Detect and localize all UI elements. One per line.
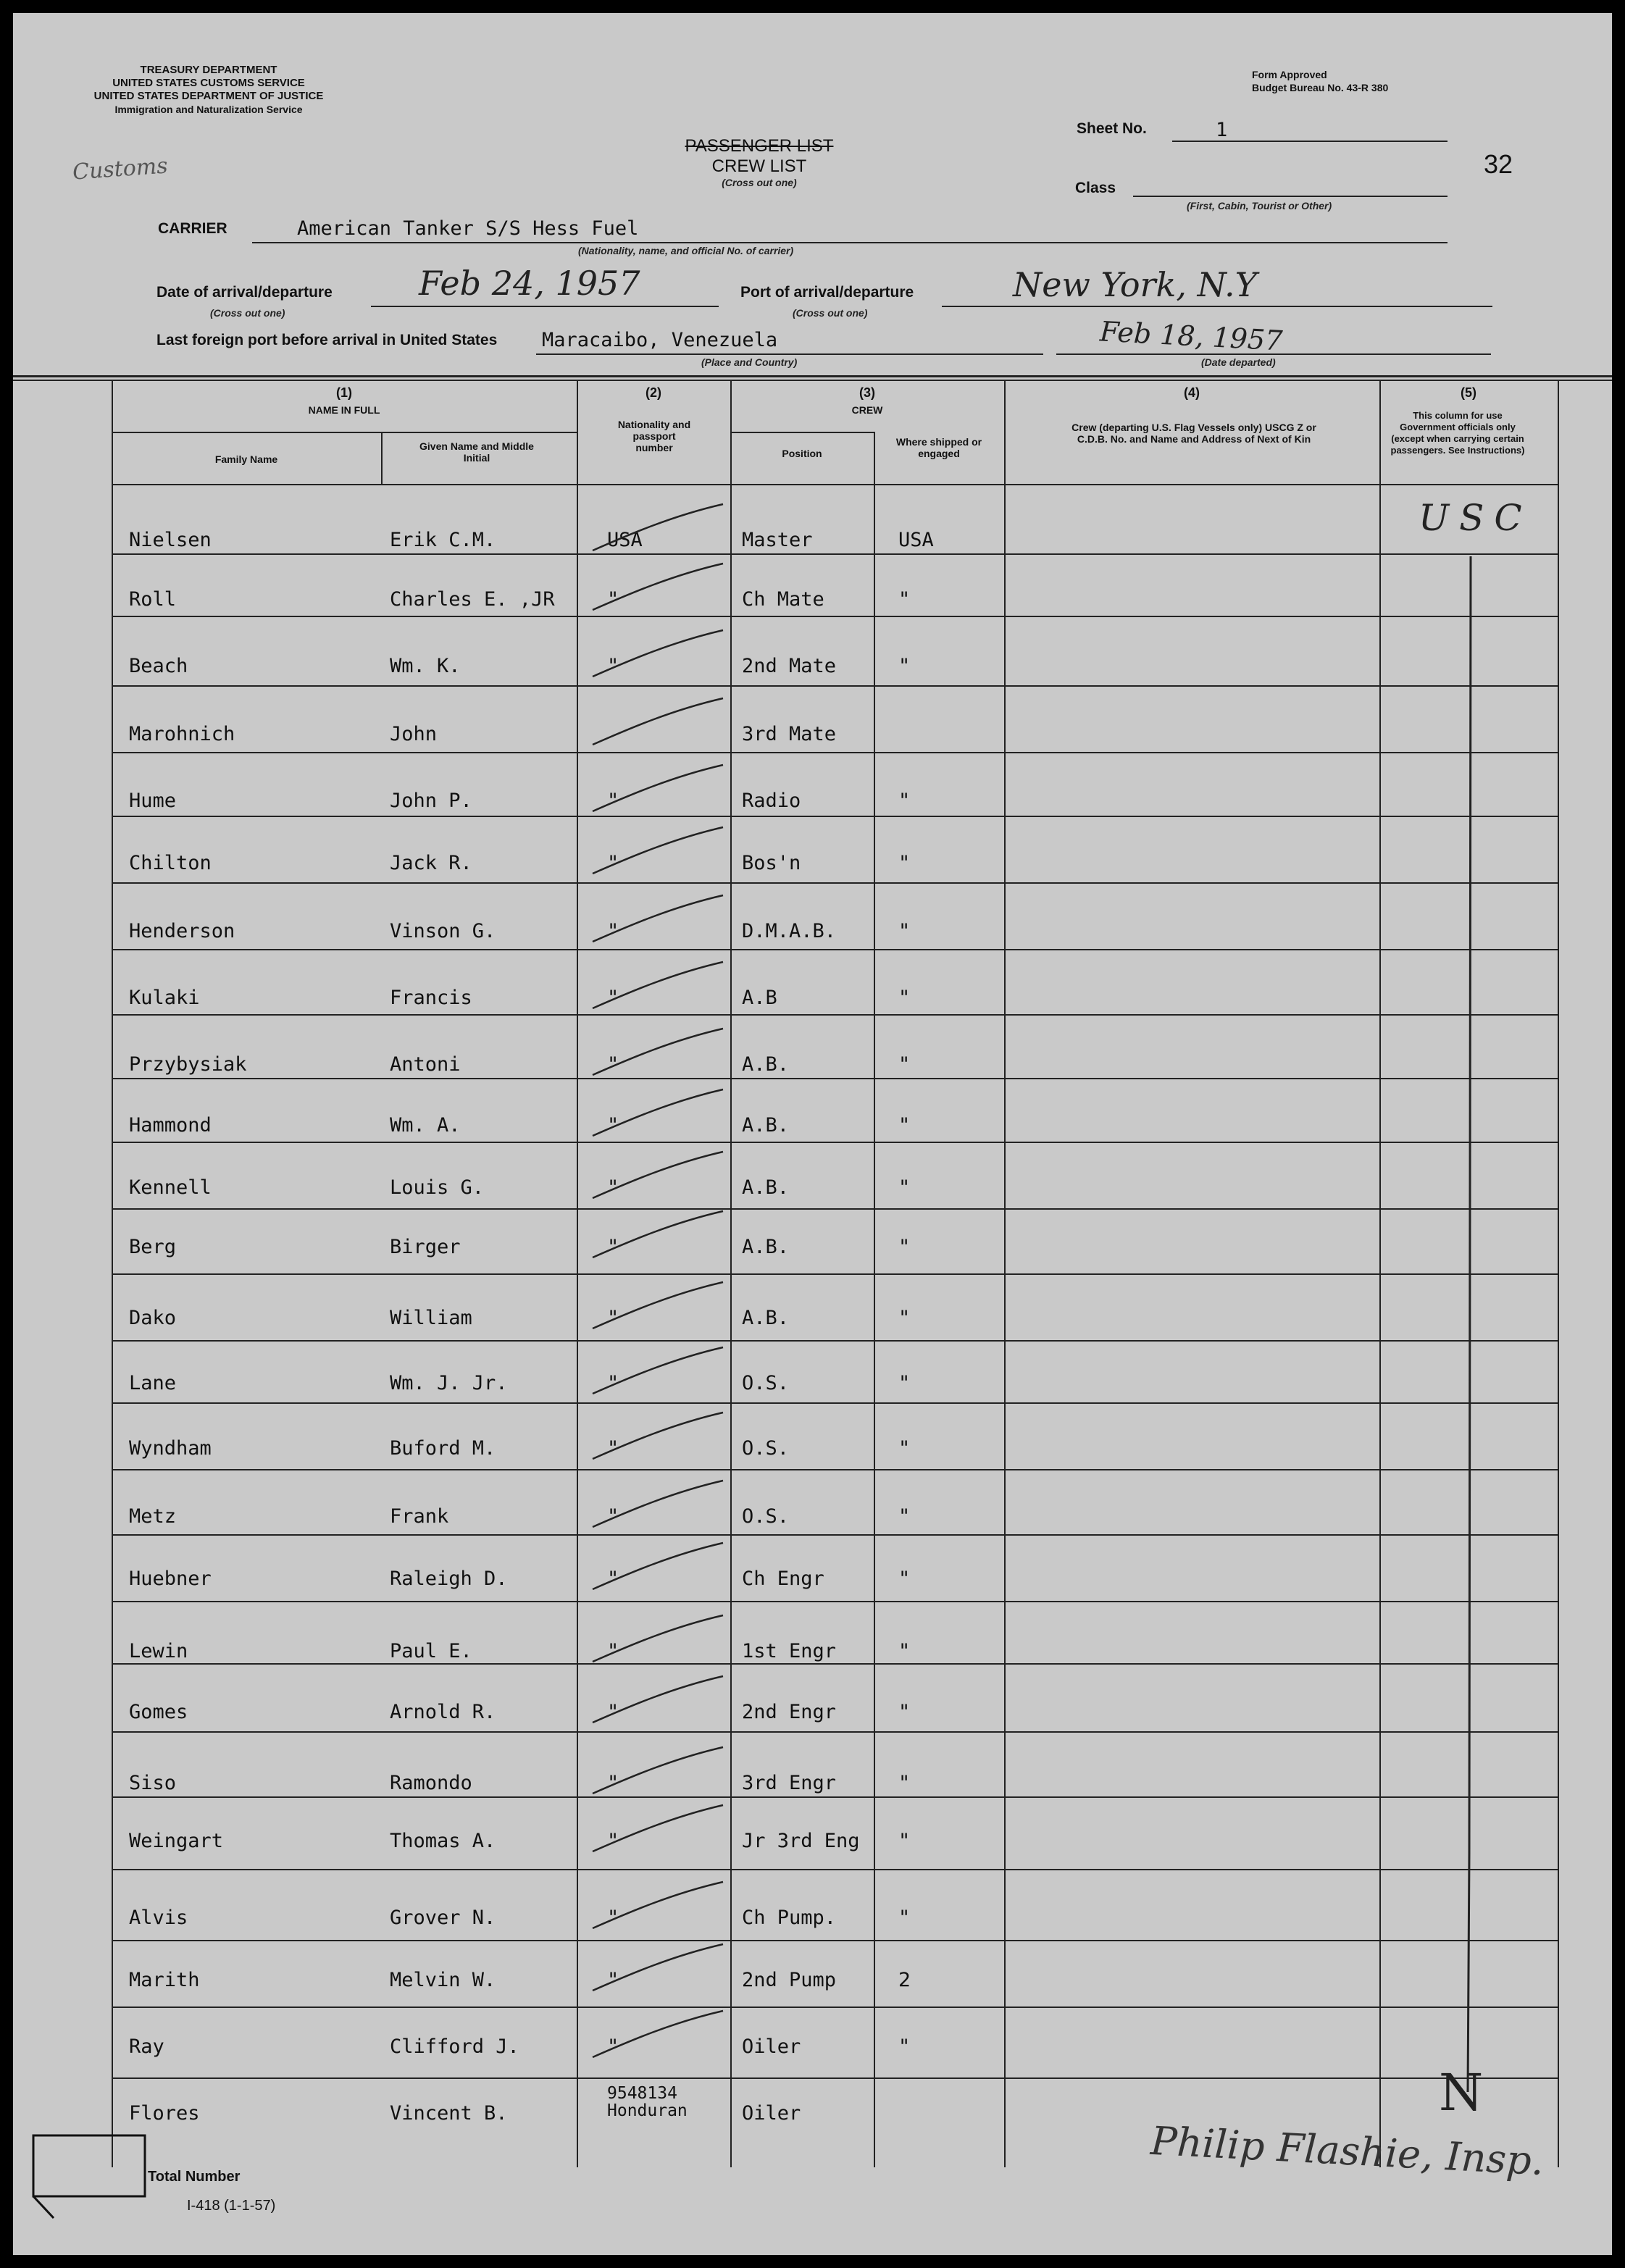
crew-shipped: " [898, 1772, 911, 1794]
col4-title: Crew (departing U.S. Flag Vessels only) USCG Z or C.D.B. No. and Name and Address of Next of Kin [1072, 422, 1316, 445]
crew-nationality: " [607, 1969, 619, 1991]
check-mark-stroke [585, 1743, 730, 1801]
crew-shipped: " [898, 655, 911, 677]
check-mark-stroke [585, 500, 730, 558]
crew-shipped: " [898, 1176, 911, 1199]
crew-given-name: Wm. J. Jr. [390, 1372, 508, 1394]
check-mark-stroke [585, 1408, 730, 1466]
check-mark-stroke [585, 761, 730, 819]
row-divider [112, 553, 1558, 555]
crew-position: 3rd Engr [742, 1772, 837, 1794]
port-arrival-underline [942, 306, 1492, 307]
crew-position: Master [742, 529, 813, 551]
crew-given-name: Louis G. [390, 1176, 485, 1199]
crew-given-name: Clifford J. [390, 2035, 519, 2058]
crew-given-name: Vincent B. [390, 2102, 508, 2125]
crew-position: Bos'n [742, 852, 801, 874]
column5-bottom-mark: N [1439, 2063, 1484, 2122]
check-mark-stroke [585, 1024, 730, 1082]
crew-family-name: Huebner [129, 1568, 212, 1590]
crew-shipped: " [898, 1372, 911, 1394]
customs-handwritten-note: Customs [71, 153, 169, 185]
inspector-signature: Philip Flashie, Insp. [1149, 2117, 1545, 2185]
crew-position: Ch Pump. [742, 1907, 837, 1929]
check-mark-stroke [585, 1611, 730, 1669]
crew-shipped: " [898, 790, 911, 812]
crew-shipped: " [898, 1640, 911, 1662]
row-divider [112, 1078, 1558, 1079]
col1a-title: Family Name [214, 453, 278, 465]
row-divider [112, 1142, 1558, 1143]
carrier-value: American Tanker S/S Hess Fuel [297, 217, 639, 240]
crew-position: Ch Mate [742, 588, 824, 611]
port-arrival-value: New York, N.Y [1013, 265, 1257, 304]
col5-title: This column for use Government officials only (except when carrying certain passengers. See Instructions) [1390, 410, 1525, 456]
row-divider [112, 1731, 1558, 1733]
crew-position: A.B. [742, 1176, 790, 1199]
header-bottom-rule [112, 484, 1558, 485]
row-divider [112, 949, 1558, 950]
check-mark-stroke [585, 1476, 730, 1534]
crew-family-name: Chilton [129, 852, 212, 874]
table-right-border [1558, 380, 1559, 2167]
check-mark-stroke [585, 694, 730, 752]
crew-given-name: Ramondo [390, 1772, 472, 1794]
crew-family-name: Marith [129, 1969, 200, 1991]
row-divider [112, 1796, 1558, 1798]
crew-position: 1st Engr [742, 1640, 837, 1662]
crew-shipped: " [898, 852, 911, 874]
crew-nationality: " [607, 1907, 619, 1929]
crew-position: A.B. [742, 1053, 790, 1076]
crew-family-name: Weingart [129, 1830, 224, 1852]
col4-number: (4) [1184, 385, 1200, 400]
carrier-note: (Nationality, name, and official No. of carrier) [578, 245, 794, 256]
crew-family-name: Dako [129, 1307, 177, 1329]
row-divider [112, 2007, 1558, 2008]
crew-given-name: Jack R. [390, 852, 472, 874]
crew-nationality: " [607, 1307, 619, 1329]
crew-list-title: CREW LIST [711, 156, 807, 176]
col1-subheader-rule [112, 432, 577, 433]
col1-divider [381, 432, 383, 484]
crew-shipped: " [898, 1907, 911, 1929]
crew-given-name: Vinson G. [390, 920, 496, 942]
crew-list-document [13, 13, 1612, 2255]
class-underline [1133, 196, 1448, 197]
crew-given-name: Charles E. ,JR [390, 588, 555, 611]
row-divider [112, 1940, 1558, 1941]
crew-position: Jr 3rd Eng [742, 1830, 860, 1852]
class-note: (First, Cabin, Tourist or Other) [1187, 200, 1332, 212]
crew-given-name: Raleigh D. [390, 1568, 508, 1590]
date-arrival-value: Feb 24, 1957 [419, 264, 640, 303]
crew-family-name: Marohnich [129, 723, 235, 745]
row-divider [112, 1014, 1558, 1016]
crew-family-name: Alvis [129, 1907, 188, 1929]
crew-family-name: Berg [129, 1236, 177, 1258]
crew-nationality: " [607, 1701, 619, 1723]
crew-nationality: USA [607, 529, 643, 551]
check-mark-stroke [585, 1207, 730, 1265]
row-divider [112, 1402, 1558, 1404]
crew-nationality: " [607, 1772, 619, 1794]
crew-position: A.B. [742, 1236, 790, 1258]
row-divider [112, 1601, 1558, 1602]
check-mark-stroke [585, 1278, 730, 1336]
crew-family-name: Nielsen [129, 529, 212, 551]
row-divider [112, 1273, 1558, 1275]
table-top-rule [13, 375, 1612, 377]
last-port-label: Last foreign port before arrival in United States [156, 332, 498, 348]
crew-family-name: Gomes [129, 1701, 188, 1723]
crew-shipped: " [898, 588, 911, 611]
crew-given-name: John P. [390, 790, 472, 812]
crew-family-name: Lane [129, 1372, 177, 1394]
row-divider [112, 1663, 1558, 1665]
crew-shipped: " [898, 1307, 911, 1329]
crew-nationality: " [607, 588, 619, 611]
crew-position: D.M.A.B. [742, 920, 837, 942]
crew-family-name: Kulaki [129, 987, 200, 1009]
crew-family-name: Roll [129, 588, 177, 611]
crew-shipped: " [898, 1437, 911, 1460]
agency-line-1: TREASURY DEPARTMENT [140, 64, 277, 76]
crew-given-name: John [390, 723, 438, 745]
crew-nationality: " [607, 1505, 619, 1528]
crew-position: Oiler [742, 2102, 801, 2125]
check-mark-stroke [585, 1672, 730, 1730]
row-divider [112, 1869, 1558, 1870]
check-mark-stroke [585, 559, 730, 617]
crew-shipped: " [898, 1701, 911, 1723]
place-note: (Place and Country) [701, 356, 798, 368]
col3-title: CREW [851, 404, 883, 416]
form-approval-line-2: Budget Bureau No. 43-R 380 [1252, 82, 1389, 93]
crew-family-name: Siso [129, 1772, 177, 1794]
crew-nationality: " [607, 1437, 619, 1460]
crew-given-name: Melvin W. [390, 1969, 496, 1991]
col5-number: (5) [1461, 385, 1476, 400]
crew-nationality: " [607, 920, 619, 942]
check-mark-stroke [585, 958, 730, 1016]
crew-nationality: " [607, 1053, 619, 1076]
row-divider [112, 616, 1558, 617]
crew-family-name: Beach [129, 655, 188, 677]
form-approval-line-1: Form Approved [1252, 69, 1327, 80]
port-arrival-label: Port of arrival/departure [740, 284, 914, 301]
crew-position: 3rd Mate [742, 723, 837, 745]
check-mark-stroke [585, 626, 730, 684]
col1-number: (1) [336, 385, 352, 400]
crew-position: Ch Engr [742, 1568, 824, 1590]
crew-nationality: " [607, 1114, 619, 1137]
row-divider [112, 1469, 1558, 1470]
agency-line-4: Immigration and Naturalization Service [114, 104, 303, 115]
agency-header [57, 64, 361, 116]
crew-nationality: " [607, 1176, 619, 1199]
crew-position: 2nd Mate [742, 655, 837, 677]
crew-given-name: Francis [390, 987, 472, 1009]
col3-divider [874, 432, 875, 2167]
crew-shipped: " [898, 1236, 911, 1258]
crew-position: 2nd Pump [742, 1969, 837, 1991]
crew-given-name: Erik C.M. [390, 529, 496, 551]
form-approval [1252, 68, 1388, 94]
crew-shipped: " [898, 987, 911, 1009]
check-mark-stroke [585, 1147, 730, 1205]
sheet-number: 1 [1216, 119, 1228, 141]
check-mark-stroke [585, 823, 730, 881]
crew-position: A.B [742, 987, 777, 1009]
table-top-rule-2 [13, 380, 1612, 381]
crew-family-name: Hammond [129, 1114, 212, 1137]
crew-given-name: Birger [390, 1236, 461, 1258]
crew-nationality: " [607, 987, 619, 1009]
col2-number: (2) [646, 385, 661, 400]
crew-given-name: Grover N. [390, 1907, 496, 1929]
column5-top-mark: USC [1419, 497, 1532, 539]
column5-vertical-stroke [1455, 549, 1484, 2099]
list-title [651, 136, 868, 188]
crew-position: A.B. [742, 1307, 790, 1329]
crew-nationality: " [607, 1568, 619, 1590]
crew-family-name: Ray [129, 2035, 164, 2058]
crew-family-name: Wyndham [129, 1437, 212, 1460]
crew-shipped: " [898, 1830, 911, 1852]
crew-shipped: " [898, 1053, 911, 1076]
crew-family-name: Flores [129, 2102, 200, 2125]
row-divider [112, 882, 1558, 884]
crew-given-name: William [390, 1307, 472, 1329]
crew-family-name: Henderson [129, 920, 235, 942]
col3-number: (3) [859, 385, 875, 400]
crew-family-name: Kennell [129, 1176, 212, 1199]
crew-nationality: " [607, 2035, 619, 2058]
crew-nationality: " [607, 790, 619, 812]
crew-given-name: Paul E. [390, 1640, 472, 1662]
class-label: Class [1075, 180, 1116, 196]
crew-nationality: " [607, 1372, 619, 1394]
crew-family-name: Przybysiak [129, 1053, 247, 1076]
crew-given-name: Antoni [390, 1053, 461, 1076]
crew-family-name: Hume [129, 790, 177, 812]
check-mark-stroke [585, 1801, 730, 1859]
col3-subheader-rule [730, 432, 874, 433]
crew-shipped: USA [898, 529, 934, 551]
check-mark-stroke [585, 891, 730, 949]
crew-nationality: " [607, 1640, 619, 1662]
check-mark-stroke [585, 2007, 730, 2064]
port-cross-note: (Cross out one) [793, 307, 868, 319]
crew-shipped: 2 [898, 1969, 911, 1991]
crew-given-name: Arnold R. [390, 1701, 496, 1723]
crew-family-name: Lewin [129, 1640, 188, 1662]
row-divider [112, 1208, 1558, 1210]
col3a-title: Position [782, 448, 822, 459]
carrier-underline [252, 242, 1448, 243]
total-number-label: Total Number [148, 2169, 241, 2185]
crew-given-name: Frank [390, 1505, 449, 1528]
crew-position: Radio [742, 790, 801, 812]
check-mark-stroke [585, 1085, 730, 1143]
crew-position: O.S. [742, 1437, 790, 1460]
last-port-value: Maracaibo, Venezuela [542, 329, 778, 351]
crew-nationality: " [607, 1236, 619, 1258]
crew-position: A.B. [742, 1114, 790, 1137]
crew-nationality: " [607, 1830, 619, 1852]
page-number: 32 [1484, 149, 1513, 179]
crew-position: O.S. [742, 1372, 790, 1394]
col3b-title: Where shipped or engaged [895, 436, 982, 459]
crew-position: O.S. [742, 1505, 790, 1528]
col1b-title: Given Name and Middle Initial [419, 440, 534, 464]
check-mark-stroke [585, 1940, 730, 1998]
crew-given-name: Wm. K. [390, 655, 461, 677]
date-departed-value: Feb 18, 1957 [1099, 315, 1284, 357]
total-number-box [32, 2134, 148, 2219]
crew-nationality: " [607, 655, 619, 677]
row-divider [112, 816, 1558, 817]
check-mark-stroke [585, 1539, 730, 1597]
sheet-label: Sheet No. [1077, 120, 1147, 137]
crew-family-name: Metz [129, 1505, 177, 1528]
col1-title: NAME IN FULL [308, 404, 380, 416]
form-number: I-418 (1-1-57) [187, 2198, 276, 2214]
crew-position: Oiler [742, 2035, 801, 2058]
crew-given-name: Thomas A. [390, 1830, 496, 1852]
crew-shipped: " [898, 1568, 911, 1590]
agency-line-2: UNITED STATES CUSTOMS SERVICE [112, 77, 305, 89]
row-divider [112, 2077, 1558, 2079]
crew-shipped: " [898, 2035, 911, 2058]
crew-shipped: " [898, 1114, 911, 1137]
crew-given-name: Buford M. [390, 1437, 496, 1460]
col2-title: Nationality and passport number [617, 419, 691, 453]
passenger-list-title: PASSENGER LIST [685, 136, 834, 156]
date-departed-note: (Date departed) [1201, 356, 1276, 368]
check-mark-stroke [585, 1343, 730, 1401]
last-port-underline [536, 353, 1043, 355]
agency-line-3: UNITED STATES DEPARTMENT OF JUSTICE [93, 90, 324, 102]
title-cross-note: (Cross out one) [722, 177, 797, 188]
crew-nationality: " [607, 852, 619, 874]
check-mark-stroke [585, 1878, 730, 1936]
date-cross-note: (Cross out one) [210, 307, 285, 319]
row-divider [112, 1534, 1558, 1536]
date-arrival-label: Date of arrival/departure [156, 284, 333, 301]
date-arrival-underline [371, 306, 719, 307]
row-divider [112, 1340, 1558, 1342]
carrier-label: CARRIER [158, 220, 227, 237]
crew-shipped: " [898, 920, 911, 942]
crew-given-name: Wm. A. [390, 1114, 461, 1137]
crew-position: 2nd Engr [742, 1701, 837, 1723]
row-divider [112, 752, 1558, 753]
crew-shipped: " [898, 1505, 911, 1528]
crew-nationality: 9548134 Honduran [607, 2084, 688, 2120]
sheet-underline [1172, 141, 1448, 142]
row-divider [112, 685, 1558, 687]
